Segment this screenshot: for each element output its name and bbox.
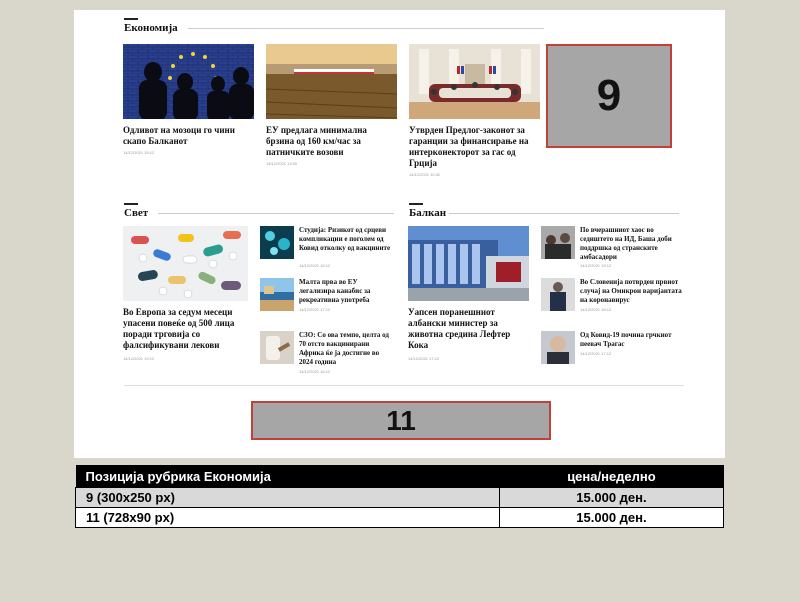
article-date: 14/12/2021 19:12 [123,356,155,361]
ad-slot-11[interactable]: 11 [251,401,551,440]
article-date: 14/12/2021 10:32 [409,172,441,177]
article-title[interactable]: Уапсен поранешниот албански министер за животна средина Лефтер Кока [408,307,511,350]
list-item-date: 14/12/2021 17:12 [299,307,331,312]
list-item-date: 14/12/2021 18:12 [580,307,612,312]
list-item-title[interactable]: Студија: Ризикот од срцеви компликации е поголем од Ковид отколку од вакцините [299,226,391,252]
article-thumbnail[interactable] [260,278,294,311]
ad-slot-9[interactable]: 9 [546,44,672,148]
article-date: 14/12/2021 15:12 [123,150,155,155]
section-header-economy [124,18,544,36]
section-header-world [124,203,394,221]
price-table [75,465,724,528]
section-marker [124,18,138,20]
section-title[interactable]: Балкан [409,207,447,219]
article-thumbnail[interactable] [260,331,294,364]
list-item-date: 14/12/2021 16:12 [299,369,331,374]
section-marker [124,203,138,205]
list-item-title[interactable]: Од Ковид-19 почина грчкиот пеевач Трагас [580,331,672,348]
article-thumbnail[interactable] [541,278,575,311]
section-marker [409,203,423,205]
section-divider [188,28,544,29]
table-cell-price: 15.000 ден. [499,488,723,508]
list-item-title[interactable]: По вчерашниот хаос во седиштето на ИД, Баша доби поддршка од странските амбасадори [580,226,672,261]
table-row [76,488,724,508]
table-cell-position: 11 (728x90 px) [76,508,500,528]
article-image[interactable] [408,226,529,301]
list-item-date: 14/12/2021 19:12 [580,263,612,268]
article-title[interactable]: Утврден Предлог-законот за гаранции за финансирање на интерконекторот за гас од Грција [409,125,529,168]
article-image[interactable] [409,44,540,119]
article-thumbnail[interactable] [260,226,294,259]
section-title[interactable]: Економија [124,22,178,34]
column-header-price: цена/неделно [499,465,723,488]
list-item-title[interactable]: Во Словенија потврден првиот случај на Омикрон варијантата на коронавирус [580,278,682,304]
table-header-row [76,465,724,488]
article-image[interactable] [266,44,397,119]
article-title[interactable]: Во Европа за седум месеци упасени повеќе од 500 лица поради трговија со фалсификувани лекови [123,307,235,350]
section-divider [158,213,394,214]
list-item-title[interactable]: СЗО: Со ова темпо, целта од 70 отсто вакцинирани Африка ќе ја достигне во 2024 година [299,331,389,366]
article-image[interactable] [123,226,248,301]
article-title[interactable]: Одливот на мозоци го чини скапо Балканот [123,125,235,146]
content-divider [124,385,684,386]
section-title[interactable]: Свет [124,207,149,219]
list-item-title[interactable]: Малта прва во ЕУ легализира канабис за рекреативна употреба [299,278,371,304]
list-item-date: 14/12/2021 17:12 [580,351,612,356]
article-date: 14/12/2021 13:00 [266,161,298,166]
section-divider [449,213,679,214]
article-thumbnail[interactable] [541,226,575,259]
page-preview [74,10,725,458]
table-cell-position: 9 (300x250 px) [76,488,500,508]
article-thumbnail[interactable] [541,331,575,364]
section-header-balkan [409,203,679,221]
table-row [76,508,724,528]
list-item-date: 14/12/2021 18:12 [299,263,331,268]
article-image[interactable] [123,44,254,119]
column-header-position: Позиција рубрика Економија [76,465,500,488]
article-title[interactable]: ЕУ предлага минимална брзина од 160 км/час за патничките возови [266,125,367,157]
article-date: 14/12/2021 17:12 [408,356,440,361]
table-cell-price: 15.000 ден. [499,508,723,528]
